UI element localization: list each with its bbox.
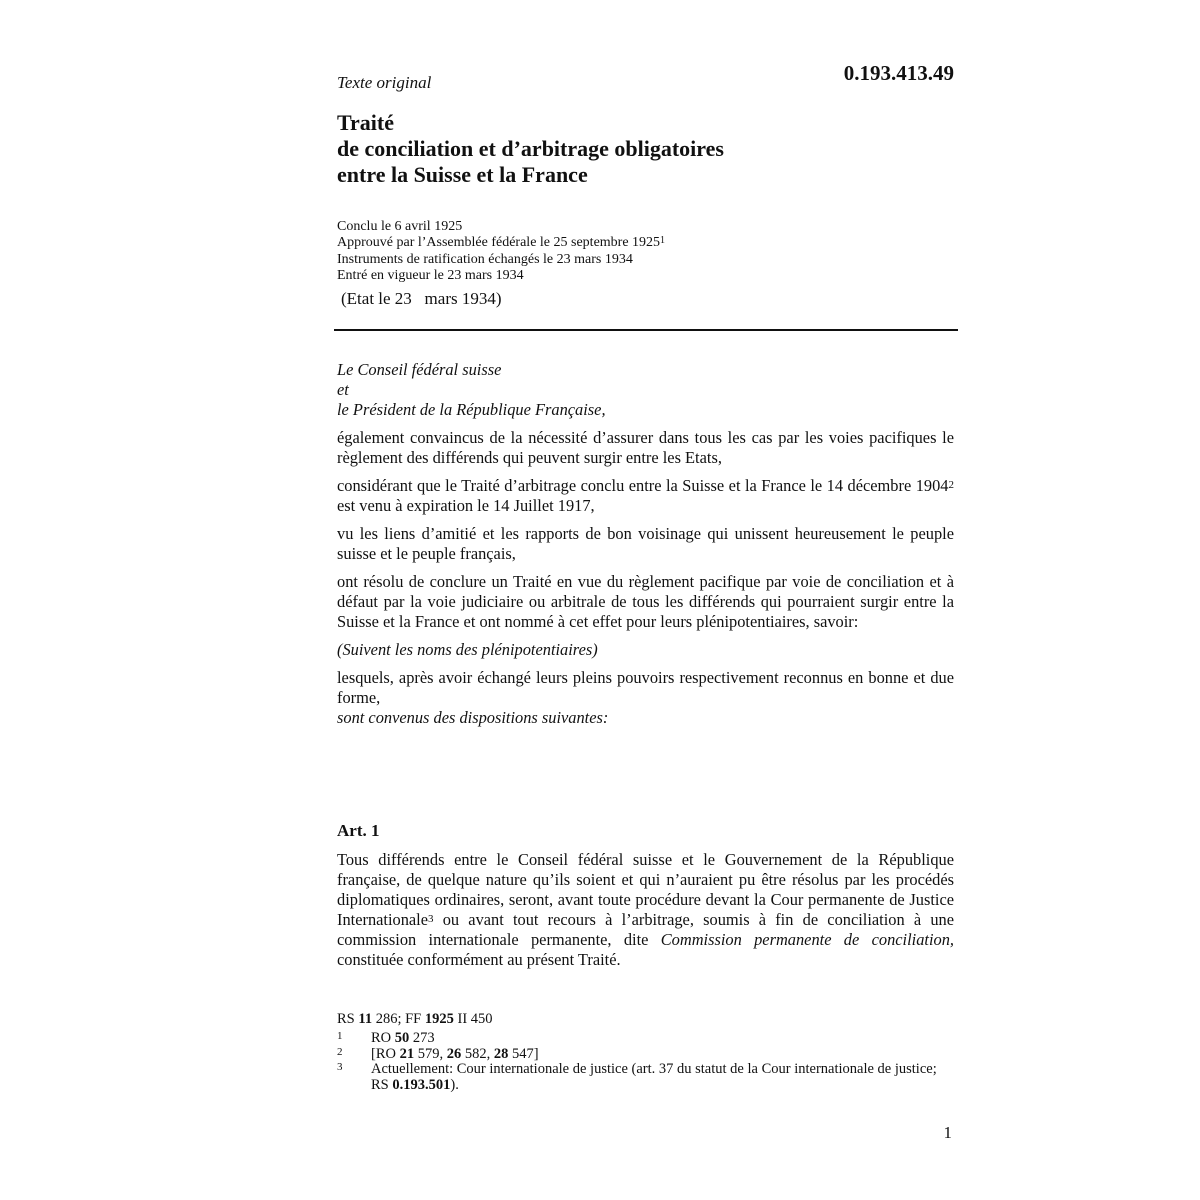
footnote-item: 3 Actuellement: Cour internationale de justice (art. 37 du statut de la Cour internationale de justice; RS 0.193.501). [337, 1061, 937, 1093]
treaty-metadata [337, 219, 954, 284]
plenipotentiaries-note: (Suivent les noms des plénipotentiaires) [337, 640, 598, 659]
conjunction: et [337, 380, 349, 399]
meta-concluded: Conclu le 6 avril 1925 [337, 219, 463, 234]
footnote-item: 2 [RO 21 579, 26 582, 28 547] [337, 1045, 539, 1062]
preamble-paragraph: également convaincus de la nécessité d’assurer dans tous les cas par les voies pacifiques le règlement des différends qui peuvent surgir entre les Etats, [337, 428, 954, 467]
footnote-number: 2 [337, 1045, 343, 1058]
preamble-paragraph: lesquels, après avoir échangé leurs pleins pouvoirs respectivement reconnus en bonne et due forme, [337, 668, 954, 707]
footnote-ref[interactable]: 3 [428, 913, 434, 925]
state-date: (Etat le 23 mars 1934) [341, 289, 502, 308]
preamble [337, 360, 954, 736]
article-1-heading: Art. 1 [337, 821, 380, 840]
footnote-number: 3 [337, 1061, 343, 1073]
source-reference: RS 11 286; FF 1925 II 450 [337, 1011, 493, 1027]
title-line: entre la Suisse et la France [337, 162, 588, 187]
page-number: 1 [943, 1123, 952, 1142]
footnote-item: 1 RO 50 273 [337, 1030, 435, 1046]
footnote-ref[interactable]: 1 [660, 235, 666, 247]
meta-in-force: Entré en vigueur le 23 mars 1934 [337, 267, 524, 283]
preamble-paragraph: ont résolu de conclure un Traité en vue du règlement pacifique par voie de conciliation et à défaut par la voie judiciaire ou arbitrale de tous les différends qui pourraient surgir entre la Suisse et la France et ont nommé à cet effet pour leurs plénipotentiaires, savoir: [337, 572, 954, 631]
footnotes [337, 1031, 954, 1093]
footnote-number: 1 [337, 1030, 343, 1042]
meta-ratification: Instruments de ratification échangés le 23 mars 1934 [337, 251, 633, 267]
party-1: Le Conseil fédéral suisse [337, 360, 502, 379]
meta-approved: Approuvé par l’Assemblée fédérale le 25 septembre 1925$^1$ [337, 235, 666, 251]
original-text-label: Texte original [337, 73, 432, 92]
separator-rule [334, 329, 958, 331]
preamble-paragraph: vu les liens d’amitié et les rapports de bon voisinage qui unissent heureusement le peuple suisse et le peuple français, [337, 524, 954, 563]
title-line: de conciliation et d’arbitrage obligatoires [337, 136, 724, 161]
preamble-closing: sont convenus des dispositions suivantes: [337, 708, 609, 727]
article-1-text: Tous différends entre le Conseil fédéral suisse et le Gouvernement de la République française, de quelque nature qu’ils soient et qui n’auraient pu être résolus par les procédés diplomatiques ordinaires, seront, avant toute procédure devant la Cour permanente de Justice Internationale$^3$ ou avant tout recours à l’arbitrage, soumis à fin de conciliation à une commission internationale permanente, dite Commission permanente de conciliation, constituée conformément au présent Traité. [337, 850, 954, 969]
title-line: Traité [337, 110, 395, 135]
footnote-ref[interactable]: 2 [948, 479, 954, 491]
party-2: le Président de la République Française, [337, 400, 606, 419]
sr-number: 0.193.413.49 [843, 61, 954, 85]
preamble-paragraph: considérant que le Traité d’arbitrage conclu entre la Suisse et la France le 14 décembre 1904$^2$ est venu à expiration le 14 Juillet 1917, [337, 476, 954, 515]
document-title [337, 110, 954, 188]
